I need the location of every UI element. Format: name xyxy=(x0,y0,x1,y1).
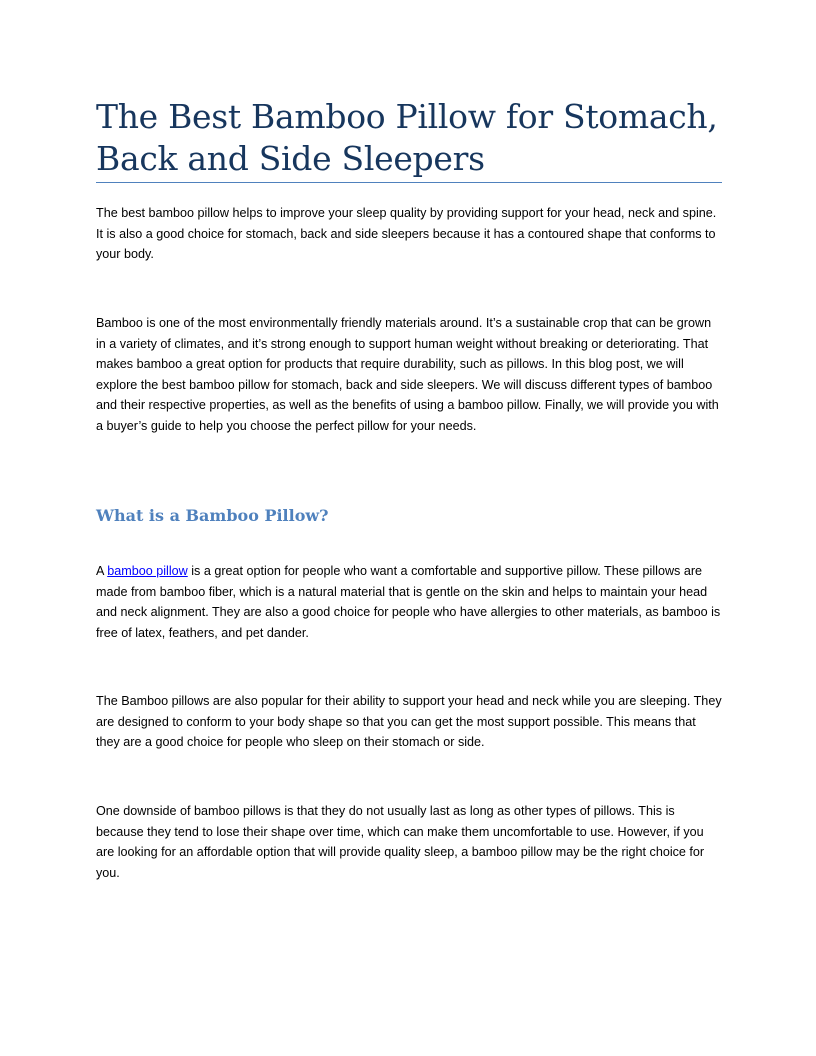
paragraph-prefix: A xyxy=(96,564,108,578)
section-heading: What is a Bamboo Pillow? xyxy=(96,506,329,525)
section-paragraph-1 xyxy=(96,561,722,643)
title-divider xyxy=(96,182,722,183)
bamboo-pillow-link[interactable]: bamboo pillow xyxy=(107,564,188,578)
section-paragraph-3: One downside of bamboo pillows is that they do not usually last as long as other types of pillows. This is because they tend to lose their shape over time, which can make them uncomfortable to use. However, if you are looking for an affordable option that will provide quality sleep, a bamboo pillow may be the right choice for you. xyxy=(96,804,705,880)
paragraph-suffix: is a great option for people who want a comfortable and supportive pillow. These pillows are made from bamboo fiber, which is a natural material that is gentle on the skin and helps to maintain your head and neck alignment. They are also a good choice for people who have allergies to other materials, as bamboo is free of latex, feathers, and pet dander. xyxy=(96,564,721,640)
intro-paragraph: The best bamboo pillow helps to improve your sleep quality by providing support for your head, neck and spine. It is also a good choice for stomach, back and side sleepers because it has a contoured shape that conforms to your body. xyxy=(96,206,717,261)
document-page xyxy=(96,0,722,1056)
bamboo-paragraph: Bamboo is one of the most environmentally friendly materials around. It’s a sustainable crop that can be grown in a variety of climates, and it’s strong enough to support human weight without breaking or deteriorating. That makes bamboo a great option for products that require durability, such as pillows. In this blog post, we will explore the best bamboo pillow for stomach, back and side sleepers. We will discuss different types of bamboo and their respective properties, as well as the benefits of using a bamboo pillow. Finally, we will provide you with a buyer’s guide to help you choose the perfect pillow for your needs. xyxy=(96,316,719,433)
section-paragraph-2: The Bamboo pillows are also popular for their ability to support your head and neck while you are sleeping. They are designed to conform to your body shape so that you can get the most support possible. This means that they are a good choice for people who sleep on their stomach or side. xyxy=(96,694,722,749)
document-title: The Best Bamboo Pillow for Stomach, Back and Side Sleepers xyxy=(96,97,718,178)
